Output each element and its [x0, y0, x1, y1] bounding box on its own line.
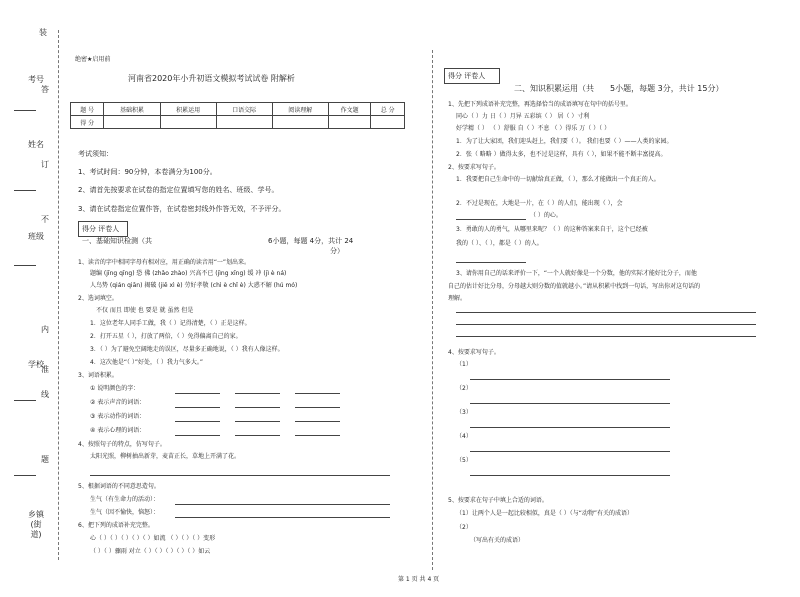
question-line: 人鸟势 (qián qiān) 揭破 (jiē xì è) 劳好孝敬 (chì è chǐ è) 大惑不解 (hú mó)	[90, 282, 298, 289]
scorer-label: 得分 评卷人	[448, 72, 486, 80]
side-label-name: 姓名	[28, 140, 44, 149]
question-line: 2．打开五星（ ），打放了两倍，（ ）免得偏离自己的家。	[90, 333, 242, 340]
question-line: ① 说明颜色的字：	[90, 385, 140, 392]
question-line: ② 表示声音的词语：	[90, 399, 146, 406]
question: 6、把下列的成语补充完整。	[78, 522, 154, 529]
table-row	[71, 116, 405, 129]
side-blank-line	[14, 190, 36, 191]
column-divider	[432, 50, 433, 570]
question-line: （1）	[456, 361, 472, 368]
answer-blank[interactable]	[470, 427, 670, 428]
question-line: 太阳光照，柳树抽出新芽，麦苗正长，草地上开满了花。	[90, 453, 241, 460]
binding-line	[58, 30, 59, 560]
answer-blank[interactable]	[175, 407, 220, 408]
question-line: 3．勇敢的人的勇气，从哪里来呢？（ ）的这种答案来自于，这个已经被	[456, 226, 648, 233]
answer-blank[interactable]	[295, 421, 340, 422]
answer-blank[interactable]	[295, 435, 340, 436]
table-cell	[216, 116, 272, 129]
question-line: （3）	[456, 409, 472, 416]
side-label-township: 乡镇(街道)	[28, 510, 44, 539]
side-char: 准	[41, 365, 49, 374]
side-char: 不	[41, 215, 49, 224]
side-label-school: 学校	[28, 360, 44, 369]
answer-blank[interactable]	[470, 403, 670, 404]
question-line: 理解。	[448, 295, 467, 302]
answer-blank[interactable]	[235, 407, 280, 408]
question-line: 2．不过是现在，大地是一片，在（ ）的人们，能出现（ ），会	[456, 200, 623, 207]
answer-blank[interactable]	[175, 504, 390, 505]
question: 4、按要求写句子。	[448, 349, 500, 356]
answer-blank[interactable]	[470, 451, 670, 452]
question-line: 自己的估计好比分母，分母越大则分数的值就越小。”请从积累中找到一句话，写出你对这句话的	[448, 283, 701, 290]
question-line: ④ 表示心理的词语：	[90, 427, 146, 434]
section-one-title: 一、基础知识检测（共	[82, 237, 152, 245]
side-char: 题	[41, 455, 49, 464]
section-one-info: 6小题，每题 4分，共计 24	[268, 237, 354, 245]
question: 4、按照句子的特点，仿写句子。	[78, 441, 166, 448]
question-line: 4．这次他是“（ ）”好处，（ ）我力气多大。”	[90, 359, 203, 366]
question-line: （写出有关的成语）	[470, 537, 525, 544]
question: 3、词语积累。	[78, 372, 118, 379]
question-line: 1．我要把自己生命中的一切献给真正做，（ ），那么才能做出一个真正的人。	[456, 176, 660, 183]
side-label-exam-number: 考号	[28, 75, 44, 84]
page-number: 第 1 页 共 4 页	[398, 576, 440, 583]
table-cell: 阅读理解	[272, 103, 328, 116]
question: 5、按要求在句子中填上合适的词语。	[448, 497, 548, 504]
section-two-title: 二、知识积累运用（共	[514, 84, 594, 93]
question-line: （4）	[456, 433, 472, 440]
table-row	[71, 103, 405, 116]
answer-blank[interactable]	[456, 312, 756, 313]
answer-blank[interactable]	[90, 475, 390, 476]
notice-item: 1、考试时间：90分钟，本卷满分为100分。	[78, 168, 217, 176]
table-cell	[272, 116, 328, 129]
question-line: （1）让两个人是一起比较相似，真是（ ）（与“动物”有关的成语）	[456, 510, 633, 517]
score-table	[70, 102, 405, 129]
question-line: 2．张（ 略略 ）做得太多，也不过是这样，具有（ ），如果不能不断丰富提高。	[456, 151, 667, 158]
answer-blank[interactable]	[470, 475, 670, 476]
question-line: （2）	[456, 385, 472, 392]
notice-item: 3、请在试卷指定位置作答，在试卷密封线外作答无效，不予评分。	[78, 205, 286, 213]
question-line: （ ）（ ）骤雨 对立（ ）（ ）（ ）（ ）（ ）如云	[90, 548, 211, 555]
side-blank-line	[14, 265, 36, 266]
section-two-info: 5小题，每题 3分，共计 15分）	[610, 84, 724, 93]
table-cell: 题 号	[71, 103, 104, 116]
answer-blank[interactable]	[456, 336, 756, 337]
table-cell: 总 分	[371, 103, 405, 116]
answer-blank[interactable]	[235, 435, 280, 436]
question-line: （ ）的心。	[530, 212, 562, 219]
table-cell	[371, 116, 405, 129]
question: 2、按要求写句子。	[448, 164, 500, 171]
section-one-info-tail: 分）	[330, 247, 344, 255]
question-line: 同心（ ）力 日（ ）月异 五彩缤（ ） 居（ ）寸利	[456, 113, 590, 120]
question-line: （5）	[456, 457, 472, 464]
answer-blank[interactable]	[175, 435, 220, 436]
question-line: 生气（因不愉快，恼怒）：	[90, 509, 160, 516]
question-line: 不仅 而且 即使 也 要是 就 虽然 但是	[96, 307, 194, 314]
question-line: 好学精（ ） （ ）舒服 自（ ）不息 （ ）得乐 万（ ）（ ）	[456, 125, 611, 132]
confidential-stamp: 绝密★启用前	[75, 56, 111, 63]
side-char: 线	[41, 390, 49, 399]
answer-blank[interactable]	[235, 421, 280, 422]
answer-blank[interactable]	[456, 324, 756, 325]
side-blank-line	[14, 475, 36, 476]
question-line: 题编 (jīng qīng) 恐 佛 (zhǎo zhào) 兴高不已 (jìng xīng) 缓 冲 (jì è ná)	[90, 270, 287, 277]
question-line: 心（ ）（ ）（ ）（ ）（ ）如流 （ ）（ ）（ ）变形	[90, 535, 216, 542]
table-cell: 积累运用	[160, 103, 216, 116]
table-cell: 基础积累	[104, 103, 160, 116]
question-line: ③ 表示动作的词语：	[90, 413, 146, 420]
notice-item: 2、请首先按要求在试卷的指定位置填写您的姓名、班级、学号。	[78, 186, 279, 194]
notice-title: 考试须知：	[78, 150, 113, 158]
question-line: （2）	[456, 524, 472, 531]
question: 1、读音的字中相同字母有相对应，用正确的读音用“一”划出来。	[78, 259, 251, 266]
answer-blank[interactable]	[456, 219, 526, 220]
table-cell	[328, 116, 371, 129]
scorer-box	[78, 221, 128, 237]
side-label-class: 班级	[28, 232, 44, 241]
answer-blank[interactable]	[295, 393, 340, 394]
question: 1、先把下列成语补充完整，再选择恰当的成语填写在句中的括号里。	[448, 101, 632, 108]
answer-blank[interactable]	[175, 517, 390, 518]
answer-blank[interactable]	[175, 421, 220, 422]
question: 3、请你用自己的话来评价一下，“一个人就好像是一个分数，他的实际才能好比分子，而他	[456, 270, 697, 277]
question-line: 我的（ ）、（ ），都是（ ）的人。	[456, 240, 543, 247]
paper-title: 河南省2020年小升初语文模拟考试试卷 附解析	[128, 74, 295, 83]
question-line: 1．这位老年人同手工做，我（ ）记得清楚，（ ）正是这样。	[90, 320, 251, 327]
side-blank-line	[14, 400, 36, 401]
answer-blank[interactable]	[235, 393, 280, 394]
answer-blank[interactable]	[295, 407, 340, 408]
answer-blank[interactable]	[470, 379, 670, 380]
side-blank-line	[14, 110, 36, 111]
question: 5、根据词语的不同意思造句。	[78, 483, 160, 490]
question: 2、选词填空。	[78, 295, 118, 302]
table-cell	[160, 116, 216, 129]
table-cell: 得 分	[71, 116, 104, 129]
side-char: 装	[39, 28, 47, 37]
question-line: 3．（ ）为了避免空阔地走的误区，尽量多正确地说，（ ）我有人像这样。	[90, 346, 284, 353]
side-char: 订	[41, 160, 49, 169]
table-cell: 作文题	[328, 103, 371, 116]
side-char: 答	[41, 85, 49, 94]
question-line: 生气（有生命力的活动）：	[90, 496, 160, 503]
side-char: 内	[41, 325, 49, 334]
scorer-label: 得分 评卷人	[82, 225, 120, 233]
table-cell	[104, 116, 160, 129]
table-cell: 口语交际	[216, 103, 272, 116]
answer-blank[interactable]	[175, 393, 220, 394]
scorer-box	[444, 68, 500, 84]
answer-blank[interactable]	[456, 262, 526, 263]
question-line: 1．为了让大家团，我们迎头赶上，我们要（ ）。 我们也要（ ）——人类的家园。	[456, 138, 673, 145]
